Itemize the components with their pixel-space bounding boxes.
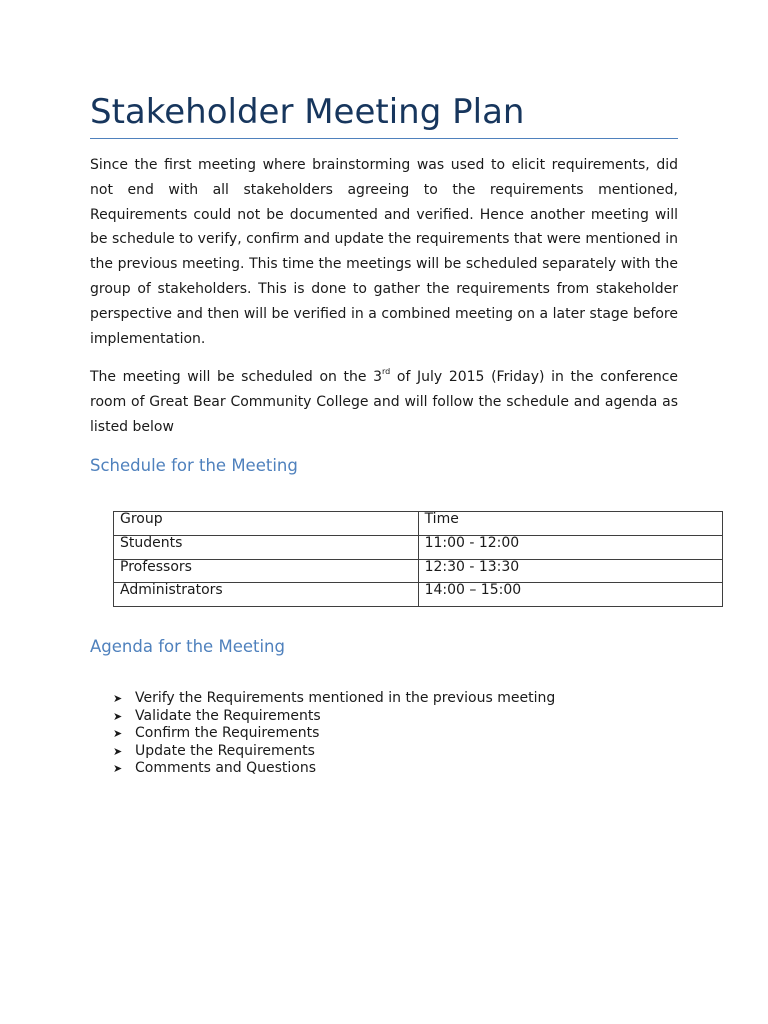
list-item xyxy=(113,690,555,708)
schedule-table xyxy=(113,511,723,607)
table-cell-group: Students xyxy=(114,535,419,559)
list-item xyxy=(113,708,555,726)
meeting-details-text-end: of July 2015 (Friday) in the conference room of Great Bear Community College and will follow the schedule and agenda as listed below xyxy=(90,369,678,435)
table-header-cell-time: Time xyxy=(418,512,722,536)
intro-paragraph: Since the first meeting where brainstorming was used to elicit requirements, did not end with all stakeholders agreeing to the requirements mentioned, Requirements could not be documented and verified. Hence another meeting will be schedule to verify, confirm and update the requirements that were mentioned in the previous meeting. This time the meetings will be scheduled separately with the group of stakeholders. This is done to gather the requirements from stakeholder perspective and then will be verified in a combined meeting on a later stage before implementation. xyxy=(90,157,678,347)
ordinal-superscript: rd xyxy=(382,367,391,376)
table-header-cell-group: Group xyxy=(114,512,419,536)
arrowhead-bullet-icon: ➤ xyxy=(113,727,123,741)
agenda-item-label: Verify the Requirements mentioned in the previous meeting xyxy=(135,690,556,706)
meeting-details-paragraph xyxy=(90,365,678,439)
list-item xyxy=(113,760,555,778)
table-cell-time: 14:00 – 15:00 xyxy=(418,583,722,607)
table-row xyxy=(114,559,723,583)
table-cell-group: Professors xyxy=(114,559,419,583)
list-item xyxy=(113,725,555,743)
arrowhead-bullet-icon: ➤ xyxy=(113,762,123,776)
agenda-list xyxy=(113,690,555,778)
table-row xyxy=(114,535,723,559)
table-header-row xyxy=(114,512,723,536)
arrowhead-bullet-icon: ➤ xyxy=(113,709,123,723)
arrowhead-bullet-icon: ➤ xyxy=(113,692,123,705)
table-cell-time: 12:30 - 13:30 xyxy=(418,559,722,583)
table-row xyxy=(114,583,723,607)
agenda-item-label: Comments and Questions xyxy=(135,760,317,777)
schedule-heading: Schedule for the Meeting xyxy=(90,456,298,475)
agenda-item-label: Confirm the Requirements xyxy=(135,725,320,742)
arrowhead-bullet-icon: ➤ xyxy=(113,744,123,758)
agenda-item-label: Update the Requirements xyxy=(135,742,315,759)
page-title: Stakeholder Meeting Plan xyxy=(90,90,678,139)
list-item xyxy=(113,743,555,761)
agenda-item-label: Validate the Requirements xyxy=(135,707,321,724)
meeting-details-text-start: The meeting will be scheduled on the 3 xyxy=(90,369,383,385)
agenda-heading: Agenda for the Meeting xyxy=(90,637,285,656)
table-cell-time: 11:00 - 12:00 xyxy=(418,535,722,559)
table-cell-group: Administrators xyxy=(114,583,419,607)
